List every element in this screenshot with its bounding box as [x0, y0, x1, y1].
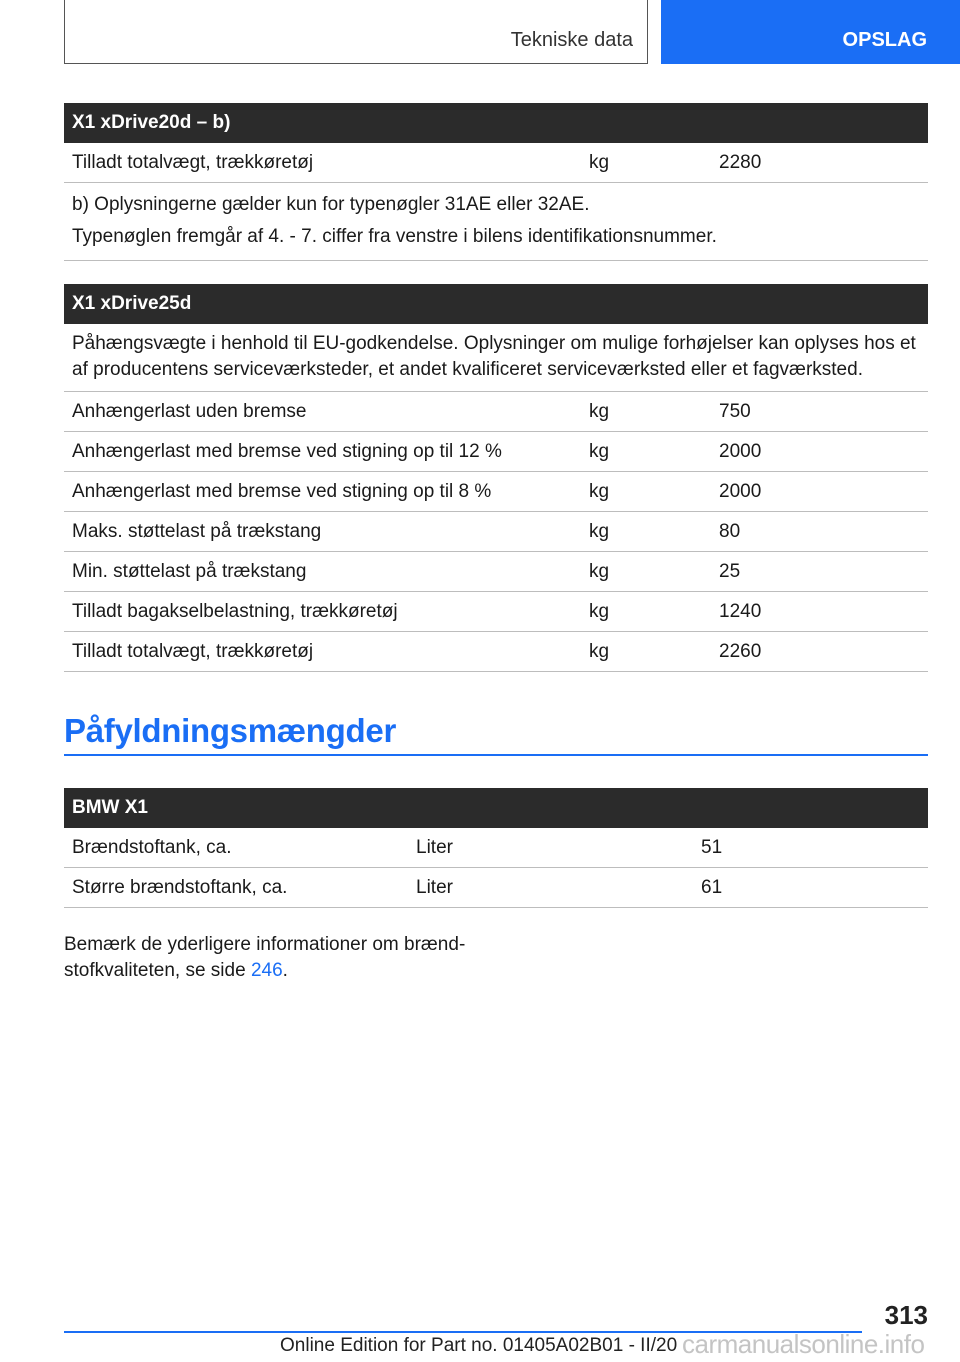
row-label: Brændstoftank, ca. [72, 837, 232, 858]
row-unit: Liter [416, 837, 453, 858]
row-unit: kg [589, 561, 610, 582]
row-label: Maks. støttelast på trækstang [72, 521, 322, 542]
note-text: Bemærk de yderligere informationer om brændstofkvaliteten, se side [64, 934, 466, 981]
fuel-quality-note [64, 932, 494, 984]
page-link[interactable]: 246 [250, 960, 283, 981]
row-value: 2280 [719, 152, 762, 173]
heading-rule [64, 754, 928, 756]
footnote-line: b) Oplysningerne gælder kun for typenøgler 31AE eller 32AE. [72, 194, 590, 215]
table-row [64, 632, 928, 672]
row-label: Anhængerlast med bremse ved stigning op til 8 % [72, 481, 492, 502]
row-value: 80 [719, 521, 741, 542]
table-row [64, 828, 928, 868]
row-unit: kg [589, 641, 610, 662]
table-row [64, 512, 928, 552]
table-header: BMW X1 [64, 788, 928, 828]
row-unit: kg [589, 401, 610, 422]
note-suffix: . [282, 960, 288, 981]
row-value: 2000 [719, 481, 762, 502]
table-intro: Påhængsvægte i henhold til EU-godkendelse. Oplysninger om mulige forhøjelser kan oplyses hos et af producentens serviceværksteder, et andet kvalificeret serviceværksted eller et fagværksted. [64, 324, 928, 392]
row-label: Anhængerlast uden bremse [72, 401, 307, 422]
row-label: Større brændstoftank, ca. [72, 877, 288, 898]
header-section-box [64, 0, 648, 64]
row-unit: Liter [416, 877, 453, 898]
row-unit: kg [589, 601, 610, 622]
row-value: 2260 [719, 641, 762, 662]
row-value: 61 [701, 877, 723, 898]
table-header: X1 xDrive20d – b) [64, 103, 928, 143]
table-x1-xdrive25d [64, 284, 928, 672]
row-unit: kg [589, 441, 610, 462]
row-unit: kg [589, 152, 610, 173]
row-value: 1240 [719, 601, 762, 622]
row-unit: kg [589, 481, 610, 502]
table-row [64, 592, 928, 632]
table-row [64, 868, 928, 908]
table-x1-xdrive20d [64, 103, 928, 261]
section-heading: Påfyldningsmængder [64, 712, 396, 749]
row-unit: kg [589, 521, 610, 542]
row-value: 51 [701, 837, 723, 858]
row-value: 750 [719, 401, 751, 422]
page-number: 313 [884, 1300, 928, 1330]
table-row [64, 432, 928, 472]
row-label: Min. støttelast på trækstang [72, 561, 307, 582]
section-title: Tekniske data [510, 29, 633, 51]
table-bmw-x1-capacities [64, 788, 928, 908]
row-label: Anhængerlast med bremse ved stigning op til 12 % [72, 441, 502, 462]
table-row [64, 392, 928, 432]
footer-watermark: carmanualsonline.info [682, 1329, 925, 1359]
row-label: Tilladt bagakselbelastning, trækkøretøj [72, 601, 398, 622]
table-header: X1 xDrive25d [64, 284, 928, 324]
tab-opslag[interactable] [661, 0, 960, 64]
tab-opslag-label: OPSLAG [842, 29, 927, 51]
row-label: Tilladt totalvægt, trækkøretøj [72, 641, 314, 662]
row-value: 25 [719, 561, 741, 582]
table-footnote [64, 183, 928, 261]
table-row [64, 143, 928, 183]
row-value: 2000 [719, 441, 762, 462]
footnote-line: Typenøglen fremgår af 4. - 7. ciffer fra venstre i bilens identifikationsnummer. [72, 226, 717, 247]
row-label: Tilladt totalvægt, trækkøretøj [72, 152, 314, 173]
table-row [64, 552, 928, 592]
table-row [64, 472, 928, 512]
footer-edition: Online Edition for Part no. 01405A02B01 - II/20 [280, 1335, 678, 1356]
